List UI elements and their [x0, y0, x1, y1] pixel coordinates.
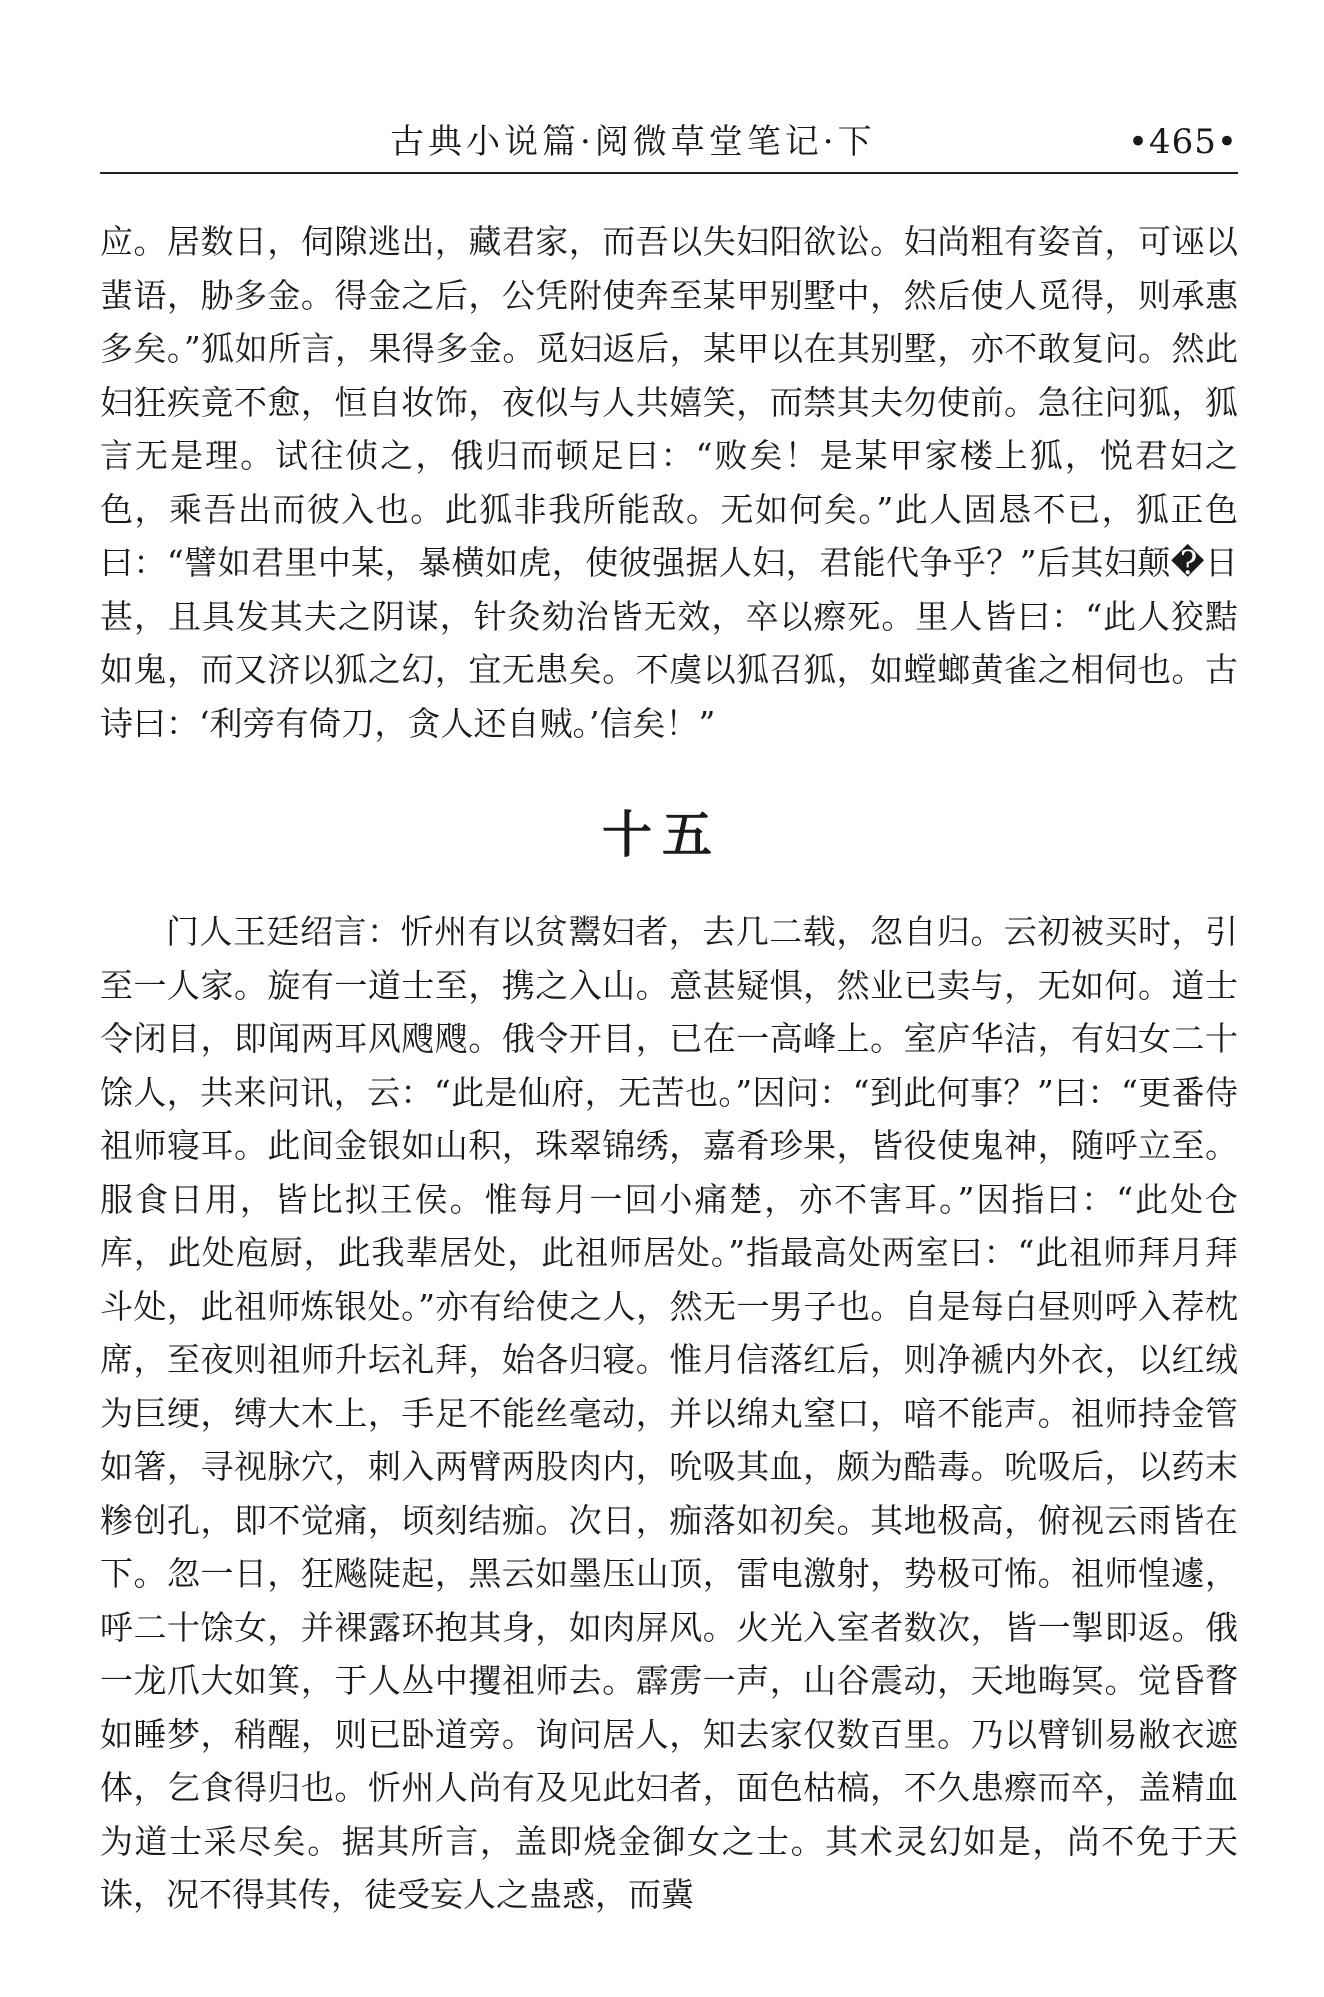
story-paragraph: 门人王廷绍言：忻州有以贫鬻妇者，去几二载，忽自归。云初被买时，引至一人家。旋有一道士至，携之入山。意甚疑惧，然业已卖与，无如何。道士令闭目，即闻两耳风飕飕。俄令开目，已在一高峰上。室庐华洁，有妇女二十馀人，共来问讯，云：“此是仙府，无苦也。”因问：“到此何事？”曰：“更番侍祖师寝耳。此间金银如山积，珠翠锦绣，嘉肴珍果，皆役使鬼神，随呼立至。服食日用，皆比拟王侯。惟每月一回小痛楚，亦不害耳。”因指曰：“此处仓库，此处庖厨，此我辈居处，此祖师居处。”指最高处两室曰：“此祖师拜月拜斗处，此祖师炼银处。”亦有给使之人，然无一男子也。自是每白昼则呼入荐枕席，至夜则祖师升坛礼拜，始各归寝。惟月信落红后，则净褫内外衣，以红绒为巨绠，缚大木上，手足不能丝毫动，并以绵丸窒口，喑不能声。祖师持金管如箸，寻视脉穴，刺入两臂两股肉内，吮吸其血，颇为酷毒。吮吸后，以药末糁创孔，即不觉痛，顷刻结痂。次日，痂落如初矣。其地极高，俯视云雨皆在下。忽一日，狂飚陡起，黑云如墨压山顶，雷电激射，势极可怖。祖师惶遽，呼二十馀女，并裸露环抱其身，如肉屏风。火光入室者数次，皆一掣即返。俄一龙爪大如箕，于人丛中攫祖师去。霹雳一声，山谷震动，天地晦冥。觉昏瞀如睡梦，稍醒，则已卧道旁。询问居人，知去家仅数百里。乃以臂钏易敝衣遮体，乞食得归也。忻州人尚有及见此妇者，面色枯槁，不久患瘵而卒，盖精血为道士采尽矣。据其所言，盖即烧金御女之士。其术灵幻如是，尚不免于天诛，况不得其传，徒受妄人之蛊惑，而冀	[100, 912, 1238, 1914]
section-heading: 十五	[602, 806, 722, 864]
continued-text-block	[100, 215, 1238, 750]
running-header	[100, 112, 1238, 172]
page-number: •465•	[1127, 122, 1238, 162]
continued-paragraph: 应。居数日，伺隙逃出，藏君家，而吾以失妇阳欲讼。妇尚粗有姿首，可诬以蜚语，胁多金。得金之后，公凭附使奔至某甲别墅中，然后使人觅得，则承惠多矣。”狐如所言，果得多金。觅妇返后，某甲以在其别墅，亦不敢复问。然此妇狂疾竟不愈，恒自妆饰，夜似与人共嬉笑，而禁其夫勿使前。急往问狐，狐言无是理。试往侦之，俄归而顿足曰：“败矣！是某甲家楼上狐，悦君妇之色，乘吾出而彼入也。此狐非我所能敌。无如何矣。”此人固恳不已，狐正色曰：“譬如君里中某，暴横如虎，使彼强据人妇，君能代争乎？”后其妇颠�日甚，且具发其夫之阴谋，针灸劾治皆无效，卒以瘵死。里人皆曰：“此人狡黠如鬼，而又济以狐之幻，宜无患矣。不虞以狐召狐，如螳螂黄雀之相伺也。古诗曰：‘利旁有倚刀，贪人还自贼。’信矣！”	[100, 222, 1238, 743]
header-divider	[100, 172, 1238, 174]
header-title: 古典小说篇·阅微草堂笔记·下	[390, 122, 876, 162]
story-text-block	[100, 905, 1238, 1922]
